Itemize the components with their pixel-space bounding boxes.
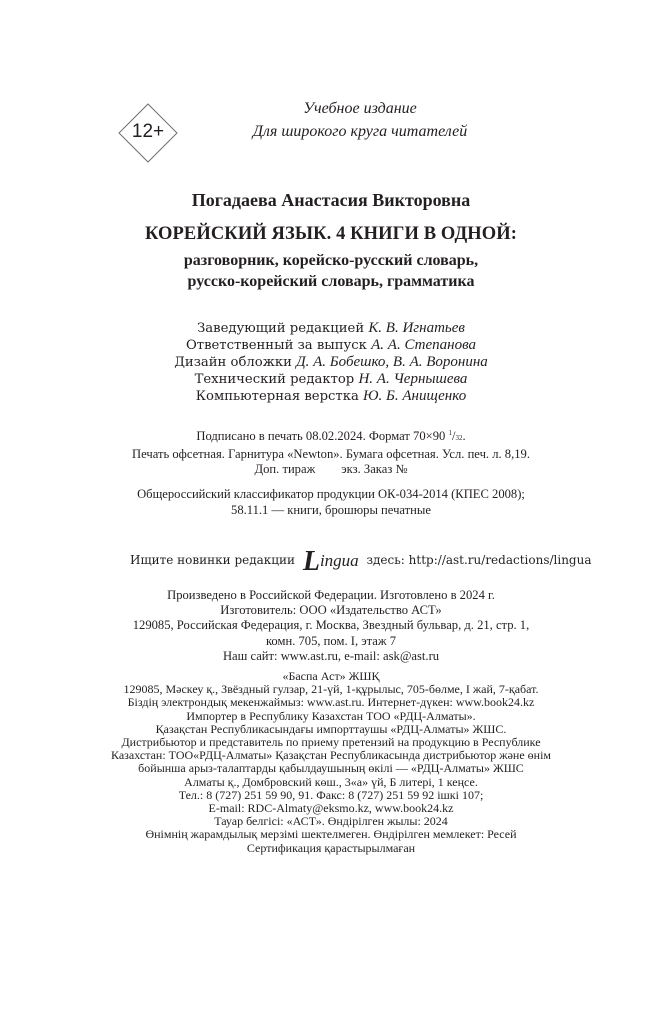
kz-line: Казахстан: ТОО«РДЦ-Алматы» Қазақстан Республикасында дистрибьютор және өнім (110, 748, 551, 763)
print-run-line (0, 462, 662, 478)
kz-line: Тауар белгісі: «АСТ». Өндірілген жылы: 2024 (214, 814, 448, 829)
age-rating-text: 12+ (131, 121, 165, 142)
credit-line (0, 371, 662, 388)
credit-role: Дизайн обложки (174, 355, 292, 370)
edition-audience: Для широкого круга читателей (252, 123, 468, 140)
credits-block (0, 320, 662, 405)
credit-role: Ответственный за выпуск (185, 338, 367, 353)
production-info (0, 588, 662, 664)
format-denominator: 32 (455, 434, 463, 443)
kz-line: бойынша арыз-талаптарды қабылдаушының өкілі — «РДЦ-Алматы» ЖШС (138, 761, 524, 776)
credit-name: Ю. Б. Анищенко (363, 388, 467, 404)
production-line: Произведено в Российской Федерации. Изготовлено в 2024 г. (167, 588, 495, 602)
credit-role: Технический редактор (194, 372, 355, 387)
kz-line: Біздің электрондық мекенжаймыз: www.ast.ru. Интернет-дүкен: www.book24.kz (127, 695, 535, 710)
lingua-suffix: здесь: (366, 553, 405, 567)
book-subtitle-line-1: разговорник, корейско-русский словарь, (183, 252, 479, 269)
print-specs-line: Печать офсетная. Гарнитура «Newton». Бумага офсетная. Усл. печ. л. 8,19. (132, 446, 530, 461)
credit-name: К. В. Игнатьев (368, 320, 465, 336)
credit-name: Д. А. Бобешко, В. А. Воронина (296, 354, 488, 370)
format-numerator: 1 (448, 429, 452, 437)
product-classifier (0, 487, 662, 518)
order-label: экз. Заказ № (341, 462, 408, 477)
kazakhstan-info (0, 670, 662, 855)
credit-role: Компьютерная верстка (195, 389, 359, 404)
kz-line: Импортер в Республику Казахстан ТОО «РДЦ-Алматы». (186, 708, 476, 723)
kz-line: «Баспа Аст» ЖШҚ (282, 669, 380, 683)
kz-line: E-mail: RDC-Almaty@eksmo.kz, www.book24.kz (208, 801, 454, 816)
kz-line: Дистрибьютор и представитель по приему претензий на продукцию в Республике (121, 735, 541, 750)
kz-line: Сертификация қарастырылмаған (246, 840, 416, 855)
format-end: . (462, 429, 466, 444)
lingua-promo-line (130, 540, 592, 577)
lingua-url[interactable]: http://ast.ru/redactions/lingua (408, 553, 592, 567)
print-info (0, 426, 662, 478)
print-signed-text: Подписано в печать 08.02.2024. Формат 70×90 (196, 429, 446, 444)
classifier-line-2: 58.11.1 — книги, брошюры печатные (231, 502, 431, 517)
credit-line (0, 354, 662, 371)
production-line: Изготовитель: ООО «Издательство АСТ» (220, 603, 442, 618)
classifier-line-1: Общероссийский классификатор продукции ОК-034-2014 (КПЕС 2008); (137, 487, 525, 501)
edition-type: Учебное издание (303, 100, 417, 117)
production-line: комн. 705, пом. I, этаж 7 (265, 633, 397, 648)
kz-line: Қазақстан Республикасындағы импорттаушы «РДЦ-Алматы» ЖШС. (155, 721, 507, 736)
kz-line: Тел.: 8 (727) 251 59 90, 91. Факс: 8 (727) 251 59 92 ішкі 107; (178, 787, 484, 802)
production-line: Наш сайт: www.ast.ru, e-mail: ask@ast.ru (222, 648, 440, 663)
kz-line: Өнімнің жарамдылық мерзімі шектелмеген. Өндірілген мемлекет: Ресей (145, 827, 517, 842)
author-name: Погадаева Анастасия Викторовна (191, 190, 471, 210)
lingua-logo (302, 546, 359, 577)
credit-line (0, 337, 662, 354)
production-line: 129085, Российская Федерация, г. Москва, Звездный бульвар, д. 21, стр. 1, (132, 618, 530, 633)
book-subtitle-line-2: русско-корейский словарь, грамматика (187, 273, 475, 290)
credit-name: А. А. Степанова (371, 337, 477, 353)
print-run-label: Доп. тираж (254, 462, 316, 477)
lingua-logo-rest: ingua (319, 551, 359, 570)
age-rating-badge (118, 103, 178, 163)
credit-line (0, 320, 662, 337)
credit-name: Н. А. Чернышева (358, 371, 468, 387)
kz-line: Алматы қ., Домбровский көш., 3«а» үй, Б литері, 1 кеңсе. (184, 774, 478, 789)
kz-line: 129085, Мәскеу қ., Звёздный гулзар, 21-үй, 1-құрылыс, 705-бөлме, I жай, 7-қабат. (123, 682, 539, 697)
lingua-prefix: Ищите новинки редакции (130, 553, 295, 567)
print-signed-line: Подписано в печать 08.02.2024. Формат 70×90 $^1$/32. (196, 429, 466, 444)
credit-role: Заведующий редакцией (197, 321, 365, 336)
credit-line (0, 388, 662, 405)
book-title: КОРЕЙСКИЙ ЯЗЫК. 4 КНИГИ В ОДНОЙ: (144, 224, 518, 244)
lingua-logo-initial: L (302, 546, 320, 577)
